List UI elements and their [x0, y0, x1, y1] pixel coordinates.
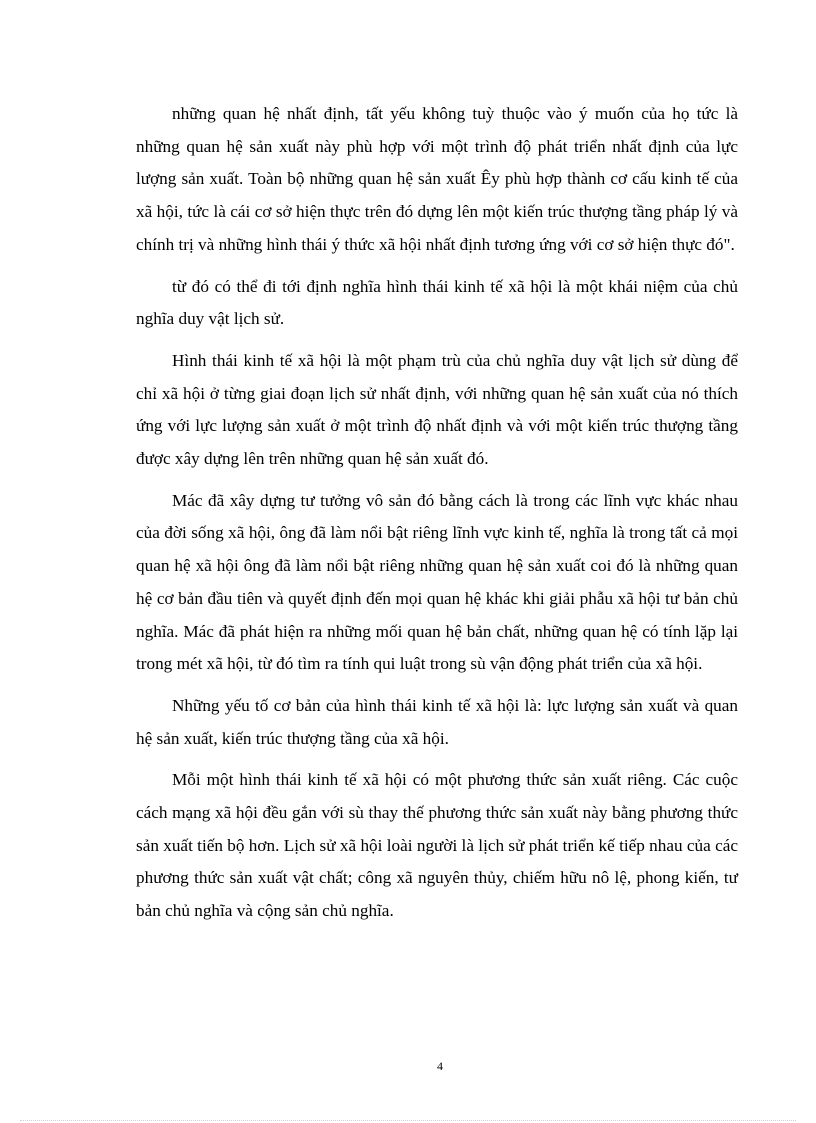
paragraph-1: những quan hệ nhất định, tất yếu không tuỳ thuộc vào ý muốn của họ tức là những quan hệ sản xuất này phù hợp với một trình độ phát triển nhất định của lực lượng sản xuất. Toàn bộ những quan hệ sản xuất Êy phù hợp thành cơ cấu kinh tế của xã hội, tức là cái cơ sở hiện thực trên đó dựng lên một kiến trúc thượng tầng pháp lý và chính trị và những hình thái ý thức xã hội nhất định tương ứng với cơ sở hiện thực đó". [136, 104, 738, 254]
paragraph-4: Mác đã xây dựng tư tưởng vô sản đó bằng cách là trong các lĩnh vực khác nhau của đời sống xã hội, ông đã làm nổi bật riêng lĩnh vực kinh tế, nghĩa là trong tất cả mọi quan hệ xã hội ông đã làm nổi bật riêng những quan hệ sản xuất coi đó là những quan hệ cơ bản đầu tiên và quyết định đến mọi quan hệ khác khi giải phẫu xã hội tư bản chủ nghĩa. Mác đã phát hiện ra những mối quan hệ bản chất, những quan hệ có tính lặp lại trong mét xã hội, từ đó tìm ra tính qui luật trong sù vận động phát triển của xã hội. [136, 490, 738, 674]
paragraph-2: từ đó có thể đi tới định nghĩa hình thái kinh tế xã hội là một khái niệm của chủ nghĩa duy vật lịch sử. [136, 276, 738, 329]
paragraph-6: Mỗi một hình thái kinh tế xã hội có một phương thức sản xuất riêng. Các cuộc cách mạng xã hội đều gắn với sù thay thế phương thức sản xuất này bằng phương thức sản xuất tiến bộ hơn. Lịch sử xã hội loài người là lịch sử phát triển kế tiếp nhau của các phương thức sản xuất vật chất; công xã nguyên thủy, chiếm hữu nô lệ, phong kiến, tư bản chủ nghĩa và cộng sản chủ nghĩa. [136, 770, 738, 921]
body-text [136, 98, 738, 928]
paragraph-3: Hình thái kinh tế xã hội là một phạm trù của chủ nghĩa duy vật lịch sử dùng để chỉ xã hội ở từng giai đoạn lịch sử nhất định, với những quan hệ sản xuất của nó thích ứng với lực lượng sản xuất ở một trình độ nhất định và với một kiến trúc thượng tầng được xây dựng lên trên những quan hệ sản xuất đó. [136, 350, 738, 469]
page-bottom-divider [20, 1120, 796, 1121]
page-number: 4 [437, 1059, 443, 1073]
paragraph-5: Những yếu tố cơ bản của hình thái kinh tế xã hội là: lực lượng sản xuất và quan hệ sản xuất, kiến trúc thượng tầng của xã hội. [136, 695, 738, 748]
